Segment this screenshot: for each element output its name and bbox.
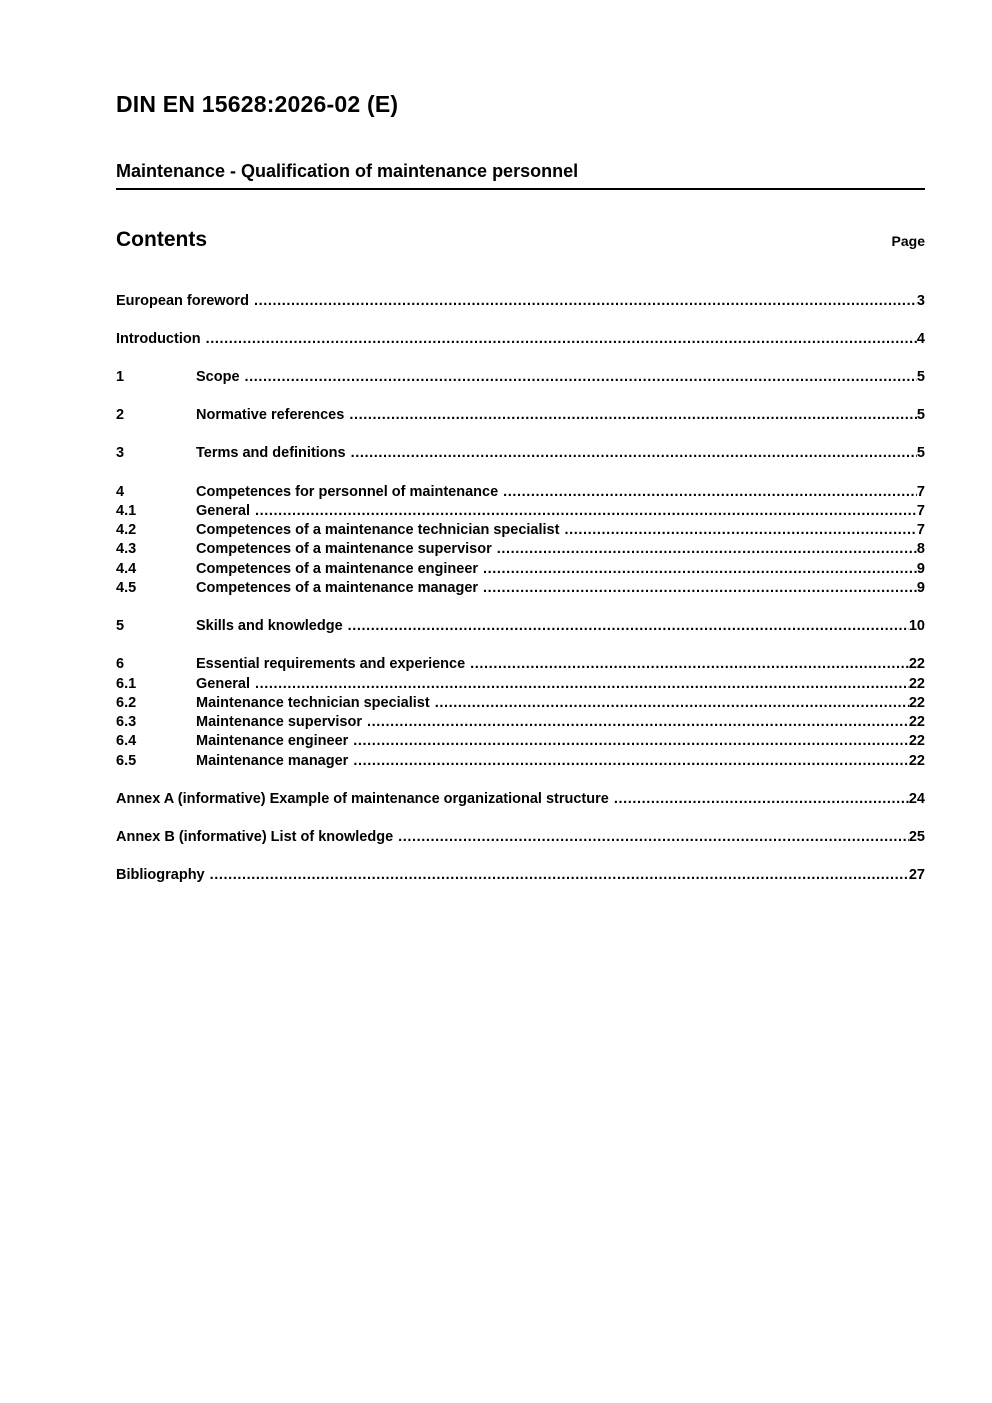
toc-entry-number: 1 [116,369,125,386]
toc-entry-number: 6.2 [116,694,137,711]
toc-group [116,330,925,349]
toc-entry-title: General [196,502,250,519]
toc-entry-number: 3 [116,445,125,462]
toc-entry-page: 22 [908,714,925,731]
toc-entry-page: 24 [908,790,925,807]
toc-entry-number: 4.1 [116,502,137,519]
toc-entry-number: 4.5 [116,580,137,597]
page-column-label: Page [891,233,925,250]
toc-entry-number: 5 [116,618,125,635]
toc-dot-leader [614,790,909,809]
toc-dot-leader [349,406,917,425]
toc-entry-number: 6.1 [116,675,137,692]
table-of-contents [116,292,925,885]
toc-group [116,406,925,425]
toc-dot-leader [353,752,909,771]
toc-entry-page: 22 [908,733,925,750]
toc-entry-number: 4.3 [116,541,137,558]
toc-dot-leader [353,732,909,751]
toc-entry-page: 27 [908,867,925,883]
toc-dot-leader [483,560,917,579]
toc-entry-title: Competences of a maintenance technician specialist [196,522,560,539]
toc-entry-title: Introduction [116,331,201,348]
toc-entry-title: General [196,675,250,692]
toc-entry-number: 4.2 [116,522,137,539]
toc-group [116,790,925,809]
toc-entry[interactable] [116,713,925,732]
toc-entry-page: 22 [908,675,925,692]
toc-entry[interactable] [116,560,925,579]
toc-entry-page: 8 [916,541,925,558]
toc-entry-number: 4.4 [116,560,137,577]
toc-entry-page: 22 [908,694,925,711]
toc-dot-leader [348,617,909,636]
toc-entry-page: 7 [916,483,925,500]
toc-dot-leader [367,713,909,732]
toc-entry[interactable] [116,675,925,694]
toc-entry-page: 9 [916,560,925,577]
toc-entry-page: 25 [908,828,925,845]
toc-entry[interactable] [116,828,925,847]
toc-dot-leader [351,444,917,463]
toc-entry-page: 10 [908,618,925,635]
toc-group [116,828,925,847]
toc-dot-leader [206,330,917,349]
toc-entry-title: Annex A (informative) Example of maintenance organizational structure [116,790,609,807]
toc-entry-page: 9 [916,580,925,597]
toc-entry[interactable] [116,790,925,809]
toc-group [116,655,925,771]
toc-entry-title: Maintenance engineer [196,733,349,750]
toc-dot-leader [245,368,917,387]
toc-dot-leader [255,502,917,521]
toc-entry-page: 7 [916,522,925,539]
toc-entry-page: 5 [916,445,925,462]
contents-header-row [116,228,925,252]
toc-group [116,292,925,311]
toc-entry-title: Essential requirements and experience [196,656,466,673]
toc-entry[interactable] [116,330,925,349]
toc-entry-number: 6.3 [116,714,137,731]
toc-dot-leader [470,655,909,674]
document-title: DIN EN 15628:2026-02 (E) [116,91,399,117]
toc-entry[interactable] [116,521,925,540]
toc-entry[interactable] [116,444,925,463]
toc-dot-leader [483,579,917,598]
toc-entry-number: 6.5 [116,752,137,769]
toc-entry-title: Terms and definitions [196,445,346,462]
toc-entry-title: Competences for personnel of maintenance [196,483,499,500]
toc-entry-title: Normative references [196,407,345,424]
toc-group [116,483,925,599]
toc-dot-leader [254,292,917,311]
subtitle-rule [116,162,925,190]
toc-group [116,866,925,885]
toc-entry[interactable] [116,540,925,559]
toc-entry-page: 22 [908,752,925,769]
toc-dot-leader [497,540,917,559]
toc-group [116,617,925,636]
toc-dot-leader [564,521,916,540]
toc-entry-page: 5 [916,369,925,386]
toc-group [116,444,925,463]
toc-entry[interactable] [116,406,925,425]
toc-entry[interactable] [116,694,925,713]
toc-entry[interactable] [116,579,925,598]
toc-entry-page: 4 [916,331,925,348]
toc-entry-page: 7 [916,502,925,519]
toc-entry-title: Competences of a maintenance engineer [196,560,479,577]
toc-entry[interactable] [116,752,925,771]
toc-entry[interactable] [116,617,925,636]
toc-entry-number: 4 [116,483,125,500]
toc-entry-page: 5 [916,407,925,424]
toc-group [116,368,925,387]
toc-entry-title: Competences of a maintenance supervisor [196,541,492,558]
toc-entry-title: Maintenance supervisor [196,714,362,731]
toc-dot-leader [210,866,909,885]
toc-entry-title: Annex B (informative) List of knowledge [116,828,394,845]
toc-entry[interactable] [116,502,925,521]
toc-entry[interactable] [116,368,925,387]
toc-entry-title: Skills and knowledge [196,618,343,635]
toc-entry[interactable] [116,483,925,502]
toc-entry[interactable] [116,292,925,311]
toc-entry[interactable] [116,655,925,674]
toc-entry[interactable] [116,732,925,751]
toc-entry-title: Bibliography [116,867,205,883]
toc-entry-page: 3 [916,293,925,310]
toc-entry-title: Scope [196,369,240,386]
toc-entry-page: 22 [908,656,925,673]
contents-heading: Contents [116,228,207,252]
toc-dot-leader [503,483,917,502]
toc-entry-title: Maintenance technician specialist [196,694,430,711]
toc-entry-title: Competences of a maintenance manager [196,580,479,597]
toc-dot-leader [398,828,909,847]
toc-entry[interactable] [116,866,925,885]
toc-dot-leader [255,675,909,694]
toc-entry-number: 6 [116,656,125,673]
toc-entry-title: Maintenance manager [196,752,349,769]
toc-dot-leader [435,694,909,713]
toc-entry-number: 6.4 [116,733,137,750]
document-subtitle: Maintenance - Qualification of maintenance personnel [116,161,579,182]
toc-entry-number: 2 [116,407,125,424]
toc-entry-title: European foreword [116,293,249,310]
